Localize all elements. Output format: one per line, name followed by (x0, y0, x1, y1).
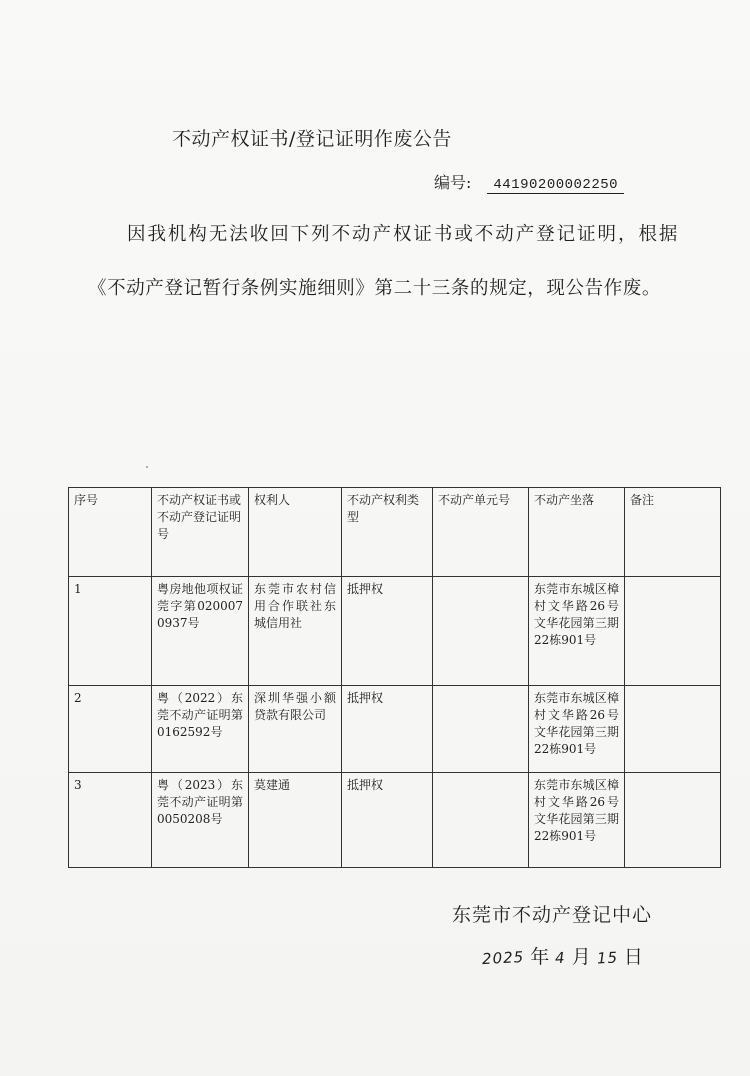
cell-holder: 东莞市农村信用合作联社东城信用社 (249, 577, 342, 686)
scan-speck (146, 466, 148, 468)
serial-number: 44190200002250 (487, 177, 624, 194)
announcement-body: 因我机构无法收回下列不动产权证书或不动产登记证明，根据《不动产登记暂行条例实施细则》第二十三条的规定，现公告作废。 (88, 224, 678, 299)
table-row (69, 686, 721, 773)
date-day-unit: 日 (623, 946, 643, 968)
cell-no: 3 (69, 773, 152, 868)
date-day: 15 (596, 948, 619, 968)
cell-remark (625, 577, 721, 686)
cell-holder: 深圳华强小额贷款有限公司 (249, 686, 342, 773)
cell-cert: 粤（2022）东莞不动产证明第0162592号 (152, 686, 249, 773)
header-cell-type: 不动产权利类型 (342, 488, 433, 577)
header-cell-cert: 不动产权证书或不动产登记证明号 (152, 488, 249, 577)
header-cell-holder: 权利人 (249, 488, 342, 577)
document-title: 不动产权证书/登记证明作废公告 (172, 128, 452, 150)
header-cell-no: 序号 (69, 488, 152, 577)
cell-unit (433, 577, 529, 686)
date-year-unit: 年 (530, 946, 550, 968)
date-month-unit: 月 (571, 946, 591, 968)
cell-unit (433, 686, 529, 773)
cell-remark (625, 773, 721, 868)
cell-remark (625, 686, 721, 773)
cell-holder: 莫建通 (249, 773, 342, 868)
serial-number-line (434, 170, 624, 194)
issuing-authority: 东莞市不动产登记中心 (452, 904, 653, 926)
cell-type: 抵押权 (342, 773, 433, 868)
date-year: 2025 (481, 947, 525, 969)
cell-type: 抵押权 (342, 577, 433, 686)
date-month: 4 (554, 948, 567, 968)
cell-no: 2 (69, 686, 152, 773)
serial-label: 编号: (434, 173, 472, 192)
table-row (69, 773, 721, 868)
header-cell-remark: 备注 (625, 488, 721, 577)
cell-cert: 粤房地他项权证莞字第0200070937号 (152, 577, 249, 686)
cell-type: 抵押权 (342, 686, 433, 773)
cell-location: 东莞市东城区樟村文华路26号文华花园第三期22栋901号 (529, 773, 625, 868)
header-cell-location: 不动产坐落 (529, 488, 625, 577)
void-certificate-table (68, 487, 721, 868)
cell-location: 东莞市东城区樟村文华路26号文华花园第三期22栋901号 (529, 686, 625, 773)
table-row (69, 577, 721, 686)
cell-unit (433, 773, 529, 868)
cell-location: 东莞市东城区樟村文华路26号文华花园第三期22栋901号 (529, 577, 625, 686)
header-cell-unit: 不动产单元号 (433, 488, 529, 577)
cell-no: 1 (69, 577, 152, 686)
table-header-row (69, 488, 721, 577)
cell-cert: 粤（2023）东莞不动产证明第0050208号 (152, 773, 249, 868)
issue-date (482, 942, 649, 969)
